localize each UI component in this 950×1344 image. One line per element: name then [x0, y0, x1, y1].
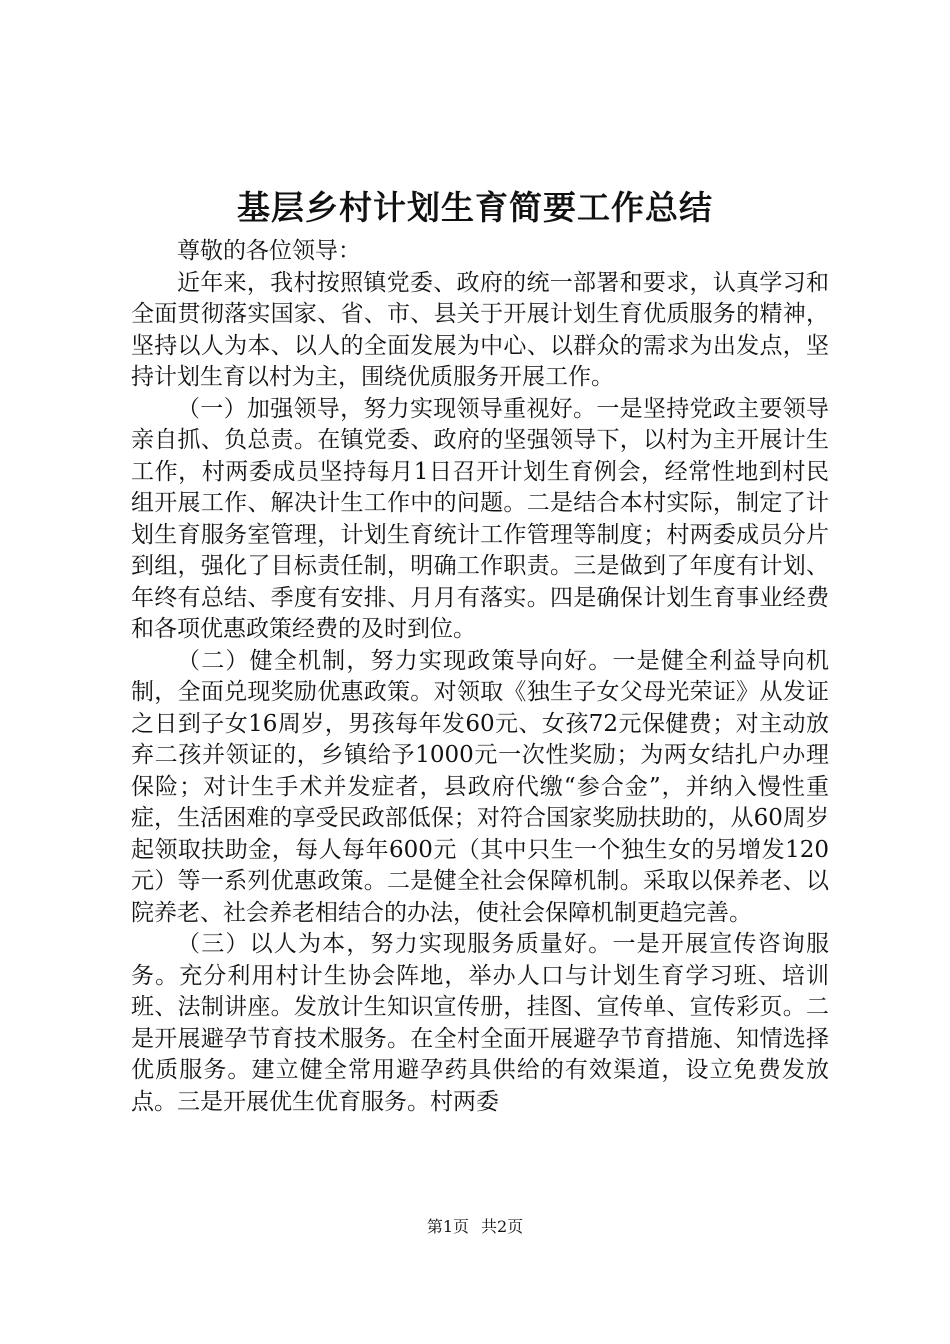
document-title: 基层乡村计划生育简要工作总结: [237, 188, 713, 227]
page-footer: [0, 1216, 950, 1238]
paragraph-section-2: （二）健全机制，努力实现政策导向好。一是健全利益导向机制，全面兑现奖励优惠政策。对领取《独生子女父母光荣证》从发证之日到子女16周岁，男孩每年发60元、女孩72元保健费；对主动放弃二孩并领证的，乡镇给予1000元一次性奖励；为两女结扎户办理保险；对计生手术并发症者，县政府代缴“参合金”，并纳入慢性重症，生活困难的享受民政部低保；对符合国家奖励扶助的，从60周岁起领取扶助金，每人每年600元（其中只生一个独生女的另增发120元）等一系列优惠政策。二是健全社会保障机制。采取以保养老、以院养老、社会养老相结合的办法，使社会保障机制更趋完善。: [131, 647, 829, 926]
paragraph-section-1: （一）加强领导，努力实现领导重视好。一是坚持党政主要领导亲自抓、负总责。在镇党委、政府的坚强领导下，以村为主开展计生工作，村两委成员坚持每月1日召开计划生育例会，经常性地到村民组开展工作、解决计生工作中的问题。二是结合本村实际，制定了计划生育服务室管理，计划生育统计工作管理等制度；村两委成员分片到组，强化了目标责任制，明确工作职责。三是做到了年度有计划、年终有总结、季度有安排、月月有落实。四是确保计划生育事业经费和各项优惠政策经费的及时到位。: [131, 395, 829, 642]
document-body: [131, 236, 829, 1118]
salutation: 尊敬的各位领导：: [177, 238, 361, 264]
paragraph-section-3: （三）以人为本，努力实现服务质量好。一是开展宣传咨询服务。充分利用村计生协会阵地，举办人口与计划生育学习班、培训班、法制讲座。发放计生知识宣传册，挂图、宣传单、宣传彩页。二是开展避孕节育技术服务。在全村全面开展避孕节育措施、知情选择优质服务。建立健全常用避孕药具供给的有效渠道，设立免费发放点。三是开展优生优育服务。村两委: [131, 931, 829, 1115]
page-number-total: 共2页: [481, 1217, 524, 1236]
page-number-current: 第1页: [426, 1217, 469, 1236]
paragraph-intro: 近年来，我村按照镇党委、政府的统一部署和要求，认真学习和全面贯彻落实国家、省、市、县关于开展计划生育优质服务的精神，坚持以人为本、以人的全面发展为中心、以群众的需求为出发点，坚持计划生育以村为主，围绕优质服务开展工作。: [131, 269, 829, 390]
